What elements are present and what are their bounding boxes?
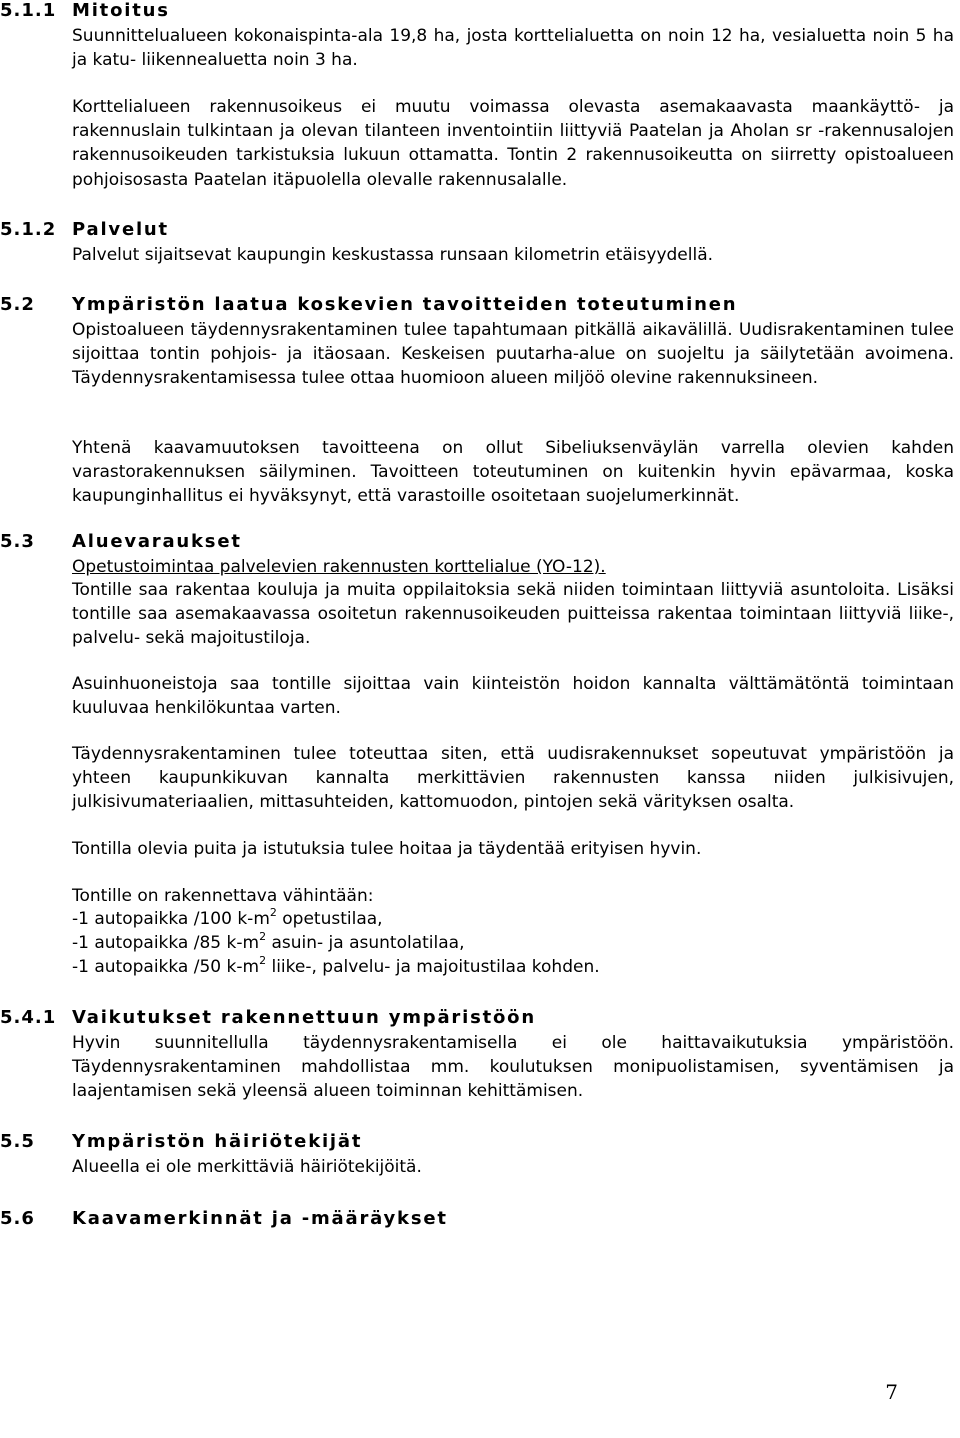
paragraph: Palvelut sijaitsevat kaupungin keskustassa runsaan kilometrin etäisyydellä.: [72, 245, 714, 265]
section-number: 5.3: [0, 531, 35, 552]
paragraph: Opistoalueen täydennysrakentaminen tulee tapahtumaan pitkällä aikavälillä. Uudisrakentaminen tulee sijoittaa tontin pohjois- ja itäosaan. Keskeisen puutarha-alue on suojeltu ja säilytetään avoimena. Täydennysrakentamisessa tulee ottaa huomioon alueen miljöö olevine rakennuksineen.: [72, 320, 954, 389]
paragraph: Korttelialueen rakennusoikeus ei muutu voimassa olevasta asemakaavasta maankäyttö- ja rakennuslain tulkintaan ja olevan tilanteen inventointiin liittyviä Paatelan ja Aholan sr -rakennusalojen rakennusoikeuden tarkistuksia lukuun ottamatta. Tontin 2 rakennusoikeutta on siirretty opistoalueen pohjoisosasta Paatelan itäpuolella olevalle rakennusalalle.: [72, 97, 954, 190]
paragraph: Yhtenä kaavamuutoksen tavoitteena on ollut Sibeliuksenväylän varrella olevien kahden varastorakennuksen säilyminen. Tavoitteen toteutuminen on kuitenkin hyvin epävarmaa, koska kaupunginhallitus ei hyväksynyt, että varastoille osoitetaan suojelumerkinnät.: [72, 438, 954, 507]
section-title: Kaavamerkinnät ja -määräykset: [72, 1208, 448, 1229]
parking-requirement-3: -1 autopaikka /50 $k-m^2$ liike-, palvelu- ja majoitustilaa kohden.: [72, 954, 600, 977]
parking-requirement-2: -1 autopaikka /85 $k-m^2$ asuin- ja asuntolatilaa,: [72, 930, 465, 953]
section-number: 5.1.1: [0, 0, 57, 21]
section-number: 5.6: [0, 1208, 35, 1229]
subheading: Opetustoimintaa palvelevien rakennusten korttelialue (YO-12).: [72, 557, 606, 577]
section-title: Ympäristön häiriötekijät: [72, 1131, 363, 1152]
section-title: Aluevaraukset: [72, 531, 242, 552]
section-title: Ympäristön laatua koskevien tavoitteiden toteutuminen: [72, 294, 738, 315]
section-title: Vaikutukset rakennettuun ympäristöön: [72, 1007, 536, 1028]
section-number: 5.5: [0, 1131, 35, 1152]
paragraph: Asuinhuoneistoja saa tontille sijoittaa vain kiinteistön hoidon kannalta välttämätöntä toimintaan kuuluvaa henkilökuntaa varten.: [72, 674, 954, 719]
section-title: Mitoitus: [72, 0, 170, 21]
section-number: 5.1.2: [0, 219, 57, 240]
section-number: 5.4.1: [0, 1007, 57, 1028]
section-title: Palvelut: [72, 219, 169, 240]
paragraph: Täydennysrakentaminen tulee toteuttaa siten, että uudisrakennukset sopeutuvat ympäristöön ja yhteen kaupunkikuvan kannalta merkittävien rakennusten kanssa niiden julkisivujen, julkisivumateriaalien, mittasuhteiden, kattomuodon, pintojen sekä värityksen osalta.: [72, 744, 954, 813]
paragraph: Suunnittelualueen kokonaispinta-ala 19,8 ha, josta korttelialuetta on noin 12 ha, vesialuetta noin 5 ha ja katu- liikennealuetta noin 3 ha.: [72, 26, 954, 71]
paragraph: Tontilla olevia puita ja istutuksia tulee hoitaa ja täydentää erityisen hyvin.: [72, 839, 702, 859]
section-number: 5.2: [0, 294, 35, 315]
parking-requirement-1: -1 autopaikka /100 $k-m^2$ opetustilaa,: [72, 906, 383, 929]
paragraph: Tontille saa rakentaa kouluja ja muita oppilaitoksia sekä niiden toimintaan liittyviä asuntoloita. Lisäksi tontille saa asemakaavassa osoitetun rakennusoikeuden puitteissa rakentaa toimintaan liittyviä liike-, palvelu- sekä majoitustiloja.: [72, 580, 954, 649]
paragraph: Alueella ei ole merkittäviä häiriötekijöitä.: [72, 1157, 422, 1177]
paragraph: Tontille on rakennettava vähintään:: [72, 886, 374, 906]
paragraph: Hyvin suunnitellulla täydennysrakentamisella ei ole haittavaikutuksia ympäristöön. Täydennysrakentaminen mahdollistaa mm. koulutuksen monipuolistamisen, syventämisen ja laajentamisen sekä yleensä alueen toiminnan kehittämisen.: [72, 1033, 954, 1102]
page-number: 7: [885, 1380, 898, 1404]
